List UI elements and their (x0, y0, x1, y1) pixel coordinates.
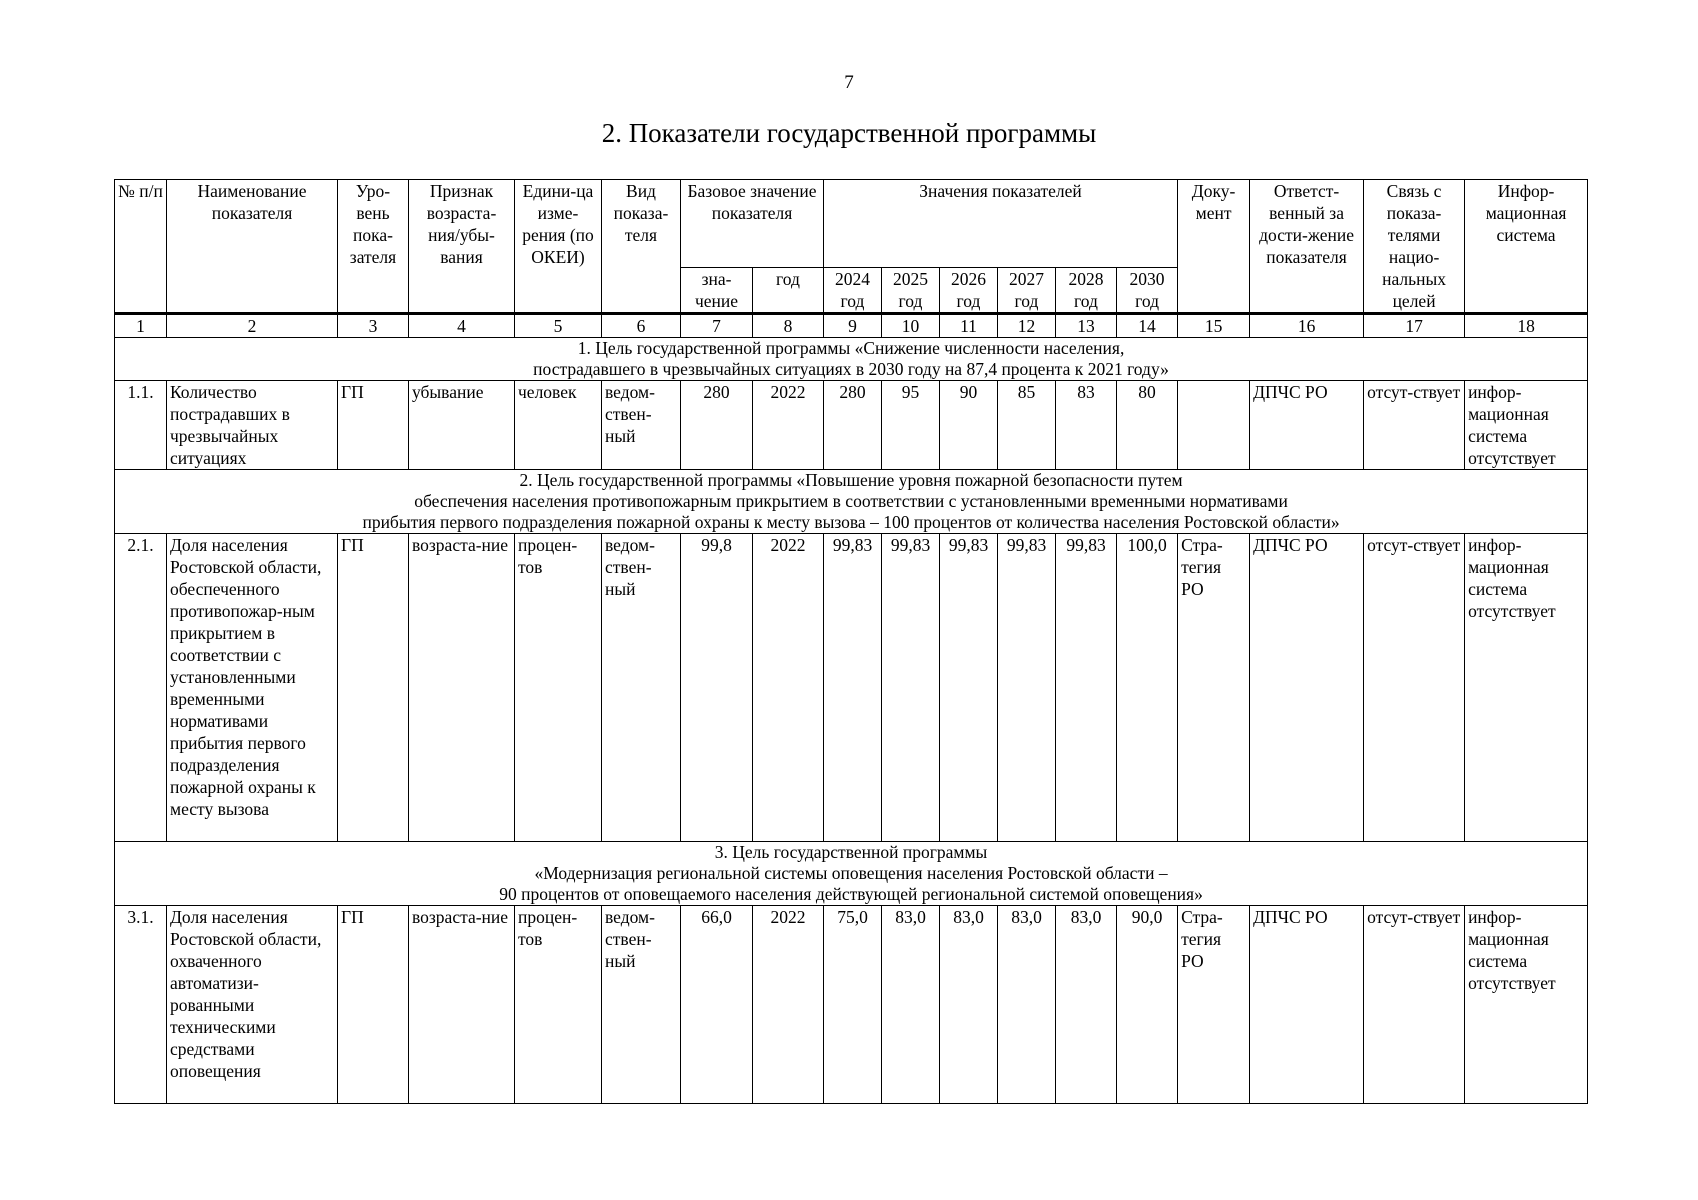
row-value-2025: 99,83 (882, 534, 940, 842)
table-row (115, 381, 1588, 470)
row-value-2027: 99,83 (998, 534, 1056, 842)
goal-line: прибытия первого подразделения пожарной охраны к месту вызова – 100 процентов от количества населения Ростовской области» (362, 512, 1340, 532)
row-value-2030: 80 (1117, 381, 1178, 470)
row-value-2024: 280 (824, 381, 882, 470)
row-num: 3.1. (115, 906, 167, 1104)
header-year-2027: 2027 год (998, 268, 1056, 314)
column-number: 4 (409, 314, 515, 338)
column-number: 18 (1465, 314, 1588, 338)
row-unit: процен-тов (515, 534, 602, 842)
goal-line: обеспечения населения противопожарным прикрытием в соответствии с установленными временными нормативами (414, 491, 1288, 511)
column-number: 3 (338, 314, 409, 338)
header-year-2028: 2028 год (1056, 268, 1117, 314)
row-value-2025: 83,0 (882, 906, 940, 1104)
row-base-value: 66,0 (681, 906, 753, 1104)
row-value-2024: 99,83 (824, 534, 882, 842)
column-number: 10 (882, 314, 940, 338)
header-name: Наименование показателя (167, 180, 338, 314)
column-number: 16 (1250, 314, 1364, 338)
row-name: Доля населения Ростовской области, обеспеченного противопожар-ным прикрытием в соответствии с установленными временными нормативами прибытия первого подразделения пожарной охраны к месту вызова (167, 534, 338, 842)
row-level: ГП (338, 381, 409, 470)
row-value-2030: 100,0 (1117, 534, 1178, 842)
row-info: инфор-мационная система отсутствует (1465, 381, 1588, 470)
row-value-2026: 99,83 (940, 534, 998, 842)
column-number: 17 (1364, 314, 1465, 338)
header-link: Связь с показа-телями нацио-нальных целей (1364, 180, 1465, 314)
row-document: Стра-тегия РО (1178, 534, 1250, 842)
column-number: 9 (824, 314, 882, 338)
goal-line: 3. Цель государственной программы (714, 842, 988, 862)
row-value-2027: 85 (998, 381, 1056, 470)
row-value-2026: 83,0 (940, 906, 998, 1104)
goal-row-2 (115, 470, 1588, 534)
goal-cell (115, 470, 1588, 534)
header-base: Базовое значение показателя (681, 180, 824, 268)
header-year-2025: 2025 год (882, 268, 940, 314)
table-row (115, 906, 1588, 1104)
column-number: 12 (998, 314, 1056, 338)
indicators-table (114, 179, 1588, 1104)
header-year-2026: 2026 год (940, 268, 998, 314)
column-number: 8 (753, 314, 824, 338)
header-base-value: зна-чение (681, 268, 753, 314)
column-number-row (115, 314, 1588, 338)
header-year-2030: 2030 год (1117, 268, 1178, 314)
row-info: инфор-мационная система отсутствует (1465, 906, 1588, 1104)
row-trend: возраста-ние (409, 906, 515, 1104)
row-type: ведом-ствен-ный (602, 906, 681, 1104)
column-number: 14 (1117, 314, 1178, 338)
row-level: ГП (338, 534, 409, 842)
row-value-2027: 83,0 (998, 906, 1056, 1104)
column-number: 7 (681, 314, 753, 338)
table-header (115, 180, 1588, 314)
column-number: 11 (940, 314, 998, 338)
header-type: Вид показа-теля (602, 180, 681, 314)
row-trend: убывание (409, 381, 515, 470)
column-number: 2 (167, 314, 338, 338)
row-link: отсут-ствует (1364, 906, 1465, 1104)
row-type: ведом-ствен-ный (602, 381, 681, 470)
header-num: № п/п (115, 180, 167, 314)
row-value-2028: 83,0 (1056, 906, 1117, 1104)
row-responsible: ДПЧС РО (1250, 906, 1364, 1104)
table-row (115, 534, 1588, 842)
header-document: Доку-мент (1178, 180, 1250, 314)
row-base-value: 99,8 (681, 534, 753, 842)
row-num: 2.1. (115, 534, 167, 842)
row-name: Количество пострадавших в чрезвычайных ситуациях (167, 381, 338, 470)
column-number: 15 (1178, 314, 1250, 338)
row-value-2030: 90,0 (1117, 906, 1178, 1104)
goal-line: 1. Цель государственной программы «Снижение численности населения, (577, 338, 1125, 358)
header-unit: Едини-ца изме-рения (по ОКЕИ) (515, 180, 602, 314)
row-document (1178, 381, 1250, 470)
row-document: Стра-тегия РО (1178, 906, 1250, 1104)
page-title: 2. Показатели государственной программы (601, 118, 1097, 148)
row-value-2028: 99,83 (1056, 534, 1117, 842)
row-info: инфор-мационная система отсутствует (1465, 534, 1588, 842)
row-link: отсут-ствует (1364, 381, 1465, 470)
header-trend: Признак возраста-ния/убы-вания (409, 180, 515, 314)
row-name: Доля населения Ростовской области, охваченного автоматизи-рованными техническими средствами оповещения (167, 906, 338, 1104)
goal-cell (115, 338, 1588, 381)
page-number: 7 (844, 72, 854, 93)
goal-line: 2. Цель государственной программы «Повышение уровня пожарной безопасности путем (519, 470, 1183, 490)
header-responsible: Ответст-венный за дости-жение показателя (1250, 180, 1364, 314)
row-value-2024: 75,0 (824, 906, 882, 1104)
row-level: ГП (338, 906, 409, 1104)
row-base-value: 280 (681, 381, 753, 470)
row-base-year: 2022 (753, 381, 824, 470)
header-level: Уро-вень пока-зателя (338, 180, 409, 314)
row-base-year: 2022 (753, 906, 824, 1104)
header-year-2024: 2024 год (824, 268, 882, 314)
header-base-year: год (753, 268, 824, 314)
goal-row-1 (115, 338, 1588, 381)
row-base-year: 2022 (753, 534, 824, 842)
row-responsible: ДПЧС РО (1250, 381, 1364, 470)
row-unit: человек (515, 381, 602, 470)
row-value-2025: 95 (882, 381, 940, 470)
row-unit: процен-тов (515, 906, 602, 1104)
row-value-2028: 83 (1056, 381, 1117, 470)
header-info: Инфор-мационная система (1465, 180, 1588, 314)
goal-cell (115, 842, 1588, 906)
row-trend: возраста-ние (409, 534, 515, 842)
goal-line: 90 процентов от оповещаемого населения действующей региональной системой оповещения» (499, 884, 1203, 904)
column-number: 1 (115, 314, 167, 338)
column-number: 13 (1056, 314, 1117, 338)
header-values: Значения показателей (824, 180, 1178, 268)
column-number: 5 (515, 314, 602, 338)
row-value-2026: 90 (940, 381, 998, 470)
goal-line: пострадавшего в чрезвычайных ситуациях в 2030 году на 87,4 процента к 2021 году» (533, 359, 1169, 379)
row-type: ведом-ствен-ный (602, 534, 681, 842)
goal-row-3 (115, 842, 1588, 906)
row-num: 1.1. (115, 381, 167, 470)
row-link: отсут-ствует (1364, 534, 1465, 842)
row-responsible: ДПЧС РО (1250, 534, 1364, 842)
column-number: 6 (602, 314, 681, 338)
goal-line: «Модернизация региональной системы оповещения населения Ростовской области – (534, 863, 1168, 883)
